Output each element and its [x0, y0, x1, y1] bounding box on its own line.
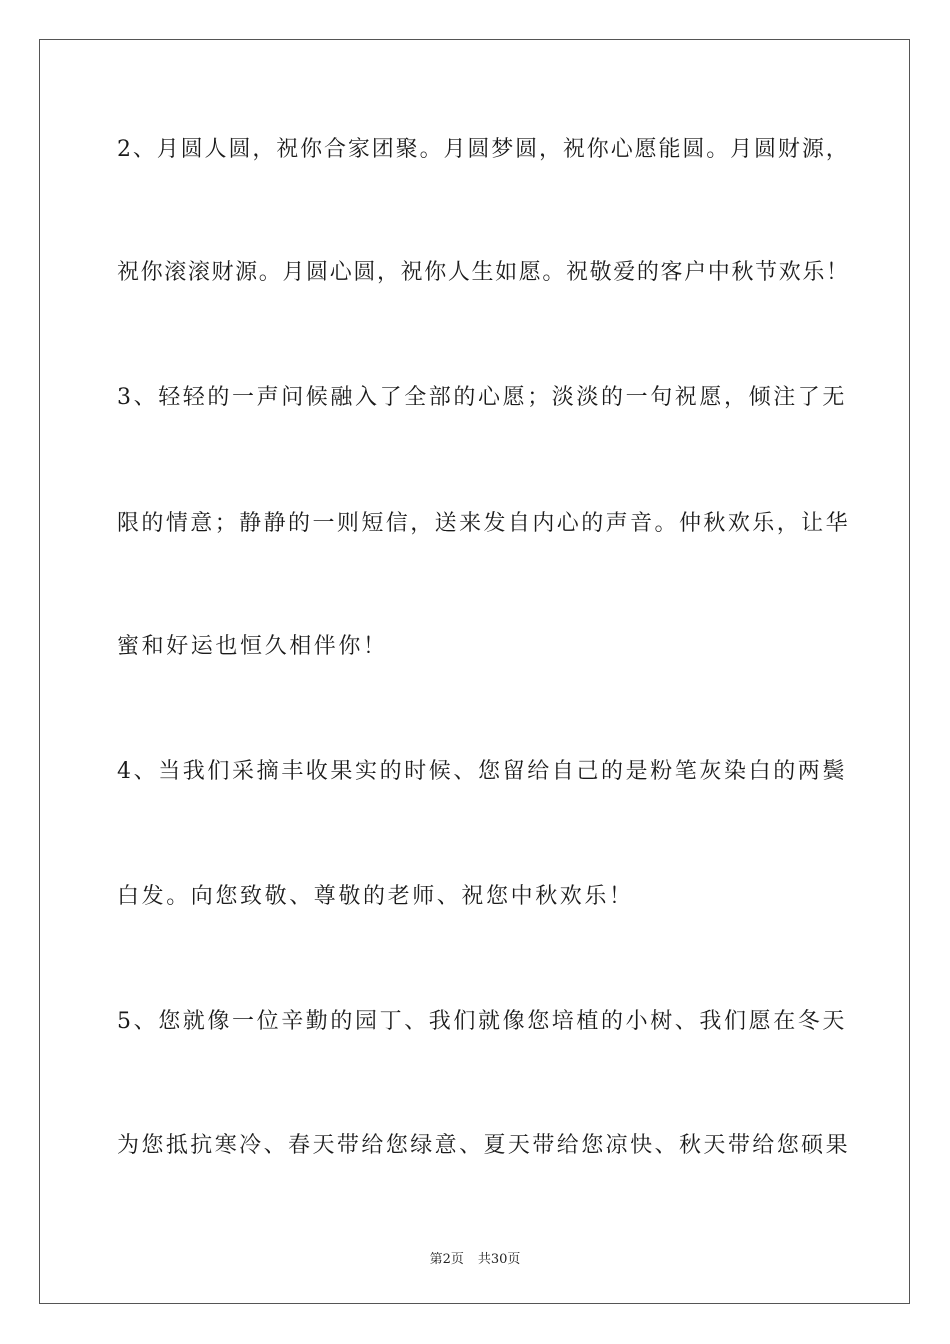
page-number: 第2页	[429, 1252, 464, 1267]
text-line-1: 2、月圆人圆，祝你合家团聚。月圆梦圆，祝你心愿能圆。月圆财源，	[117, 137, 850, 162]
page-footer	[0, 1248, 950, 1267]
text-line-4: 限的情意；静静的一则短信，送来发自内心的声音。仲秋欢乐，让华	[117, 511, 851, 536]
page-border	[39, 39, 910, 1304]
text-line-7: 白发。向您致敬、尊敬的老师、祝您中秋欢乐！	[117, 884, 634, 909]
text-line-3: 3、轻轻的一声问候融入了全部的心愿；淡淡的一句祝愿，倾注了无	[117, 385, 847, 410]
text-line-9: 为您抵抗寒冷、春天带给您绿意、夏天带给您凉快、秋天带给您硕果	[117, 1133, 851, 1158]
text-line-6: 4、当我们采摘丰收果实的时候、您留给自己的是粉笔灰染白的两鬓	[117, 759, 847, 784]
page-total: 共30页	[477, 1252, 521, 1267]
text-line-5: 蜜和好运也恒久相伴你！	[117, 634, 388, 659]
text-line-2: 祝你滚滚财源。月圆心圆，祝你人生如愿。祝敬爱的客户中秋节欢乐！	[117, 260, 850, 285]
text-line-8: 5、您就像一位辛勤的园丁、我们就像您培植的小树、我们愿在冬天	[117, 1009, 847, 1034]
